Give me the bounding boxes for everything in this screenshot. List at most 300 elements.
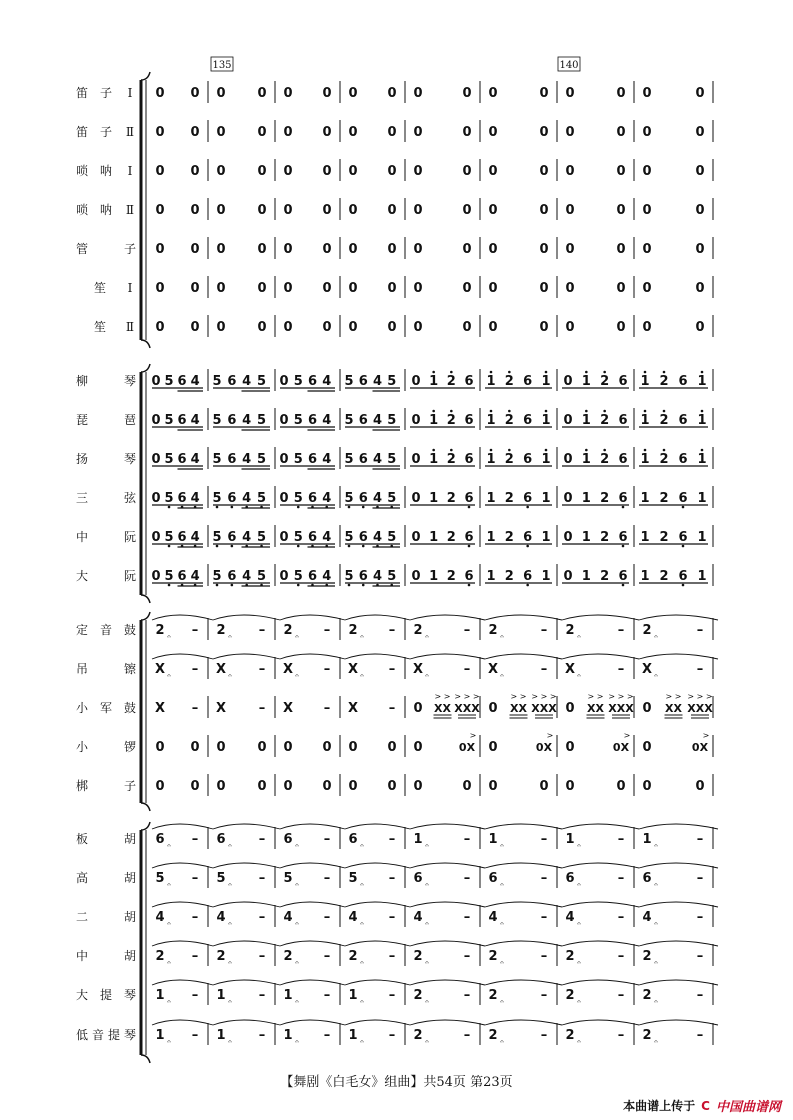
note: 6: [227, 491, 237, 506]
note: 0: [348, 779, 358, 794]
note: 0: [565, 164, 575, 179]
note: X: [641, 662, 653, 677]
note: 0: [539, 164, 549, 179]
site-name[interactable]: 中国曲谱网: [715, 1100, 781, 1115]
note: 2: [446, 491, 456, 506]
note: 5: [164, 413, 174, 428]
note: 6: [618, 413, 628, 428]
note: 0: [283, 740, 293, 755]
site-logo-icon: C: [701, 1098, 710, 1113]
note: 0: [387, 779, 397, 794]
tremolo-mark: 𝄐: [425, 672, 429, 680]
dash: –: [463, 949, 471, 964]
note: 0: [695, 125, 705, 140]
note: 4: [372, 452, 383, 467]
note: 4: [190, 530, 200, 545]
note: 0: [387, 164, 397, 179]
note: 6: [678, 413, 688, 428]
instrument-label: 高: [75, 871, 89, 885]
note: X: [282, 662, 294, 677]
dash: –: [388, 871, 396, 886]
tie-arc: [639, 654, 718, 659]
dash: –: [696, 988, 704, 1003]
note: 2: [446, 569, 456, 584]
note: 6: [307, 452, 318, 467]
tie-arc: [213, 824, 280, 829]
tremolo-mark: 𝄐: [500, 881, 504, 889]
note: 0: [322, 779, 332, 794]
note: 0: [190, 779, 200, 794]
note: 0: [695, 203, 705, 218]
instrument-label: 笛: [75, 86, 89, 100]
tie-arc: [345, 1020, 410, 1025]
note: 0: [151, 452, 161, 467]
note: 6: [618, 374, 628, 389]
note: 4: [372, 569, 383, 584]
note: 6: [227, 530, 237, 545]
octave-dot-above: [663, 410, 666, 413]
note: 1: [581, 569, 591, 584]
note: 0: [563, 530, 573, 545]
note: 0: [539, 86, 549, 101]
tremolo-mark: 𝄐: [228, 1038, 232, 1046]
note: 0: [462, 779, 472, 794]
tremolo-mark: 𝄐: [167, 633, 171, 641]
octave-dot-below: [526, 506, 529, 509]
note: 0: [616, 281, 626, 296]
note: 0: [565, 242, 575, 257]
dash: –: [191, 623, 199, 638]
tie-arc: [639, 1020, 718, 1025]
note: 2: [488, 1028, 498, 1043]
note: 0: [539, 779, 549, 794]
tremolo-mark: 𝄐: [425, 998, 429, 1006]
note: 0: [488, 242, 498, 257]
note: 4: [642, 910, 652, 925]
note: 0: [563, 413, 573, 428]
note: 4: [322, 491, 332, 506]
note: 6: [523, 530, 533, 545]
note: 6: [358, 374, 368, 389]
note: 0: [387, 242, 397, 257]
octave-dot-above: [432, 449, 435, 452]
note: 6: [227, 569, 237, 584]
tremolo-mark: 𝄐: [167, 1038, 171, 1046]
note: 2: [600, 491, 610, 506]
octave-dot-below: [682, 545, 685, 548]
note: 6: [678, 374, 688, 389]
instrument-label: 三: [75, 491, 89, 505]
instrument-label: 呐: [99, 203, 113, 217]
note: 0: [413, 86, 423, 101]
note: 0: [462, 86, 472, 101]
note: 0: [411, 569, 421, 584]
note: 0: [216, 125, 226, 140]
note: 0: [216, 779, 226, 794]
note: 0: [216, 281, 226, 296]
dash: –: [696, 949, 704, 964]
tie-arc: [213, 902, 280, 907]
note: 5: [387, 491, 397, 506]
note: 6: [464, 374, 474, 389]
dash: –: [540, 1028, 548, 1043]
note: 1: [486, 413, 496, 428]
note: 5: [387, 569, 397, 584]
octave-dot-above: [450, 410, 453, 413]
note: 2: [283, 949, 293, 964]
dash: –: [258, 910, 266, 925]
note: 0: [695, 281, 705, 296]
octave-dot-above: [508, 371, 511, 374]
tremolo-mark: 𝄐: [167, 959, 171, 967]
note: 0: [216, 320, 226, 335]
instrument-label: 扬: [75, 452, 89, 466]
note: 1: [429, 491, 439, 506]
tremolo-mark: 𝄐: [228, 920, 232, 928]
note: 5: [212, 413, 222, 428]
tremolo-mark: 𝄐: [577, 881, 581, 889]
note: 1: [581, 374, 591, 389]
note: 0: [190, 281, 200, 296]
note: 4: [372, 530, 383, 545]
note: 5: [293, 452, 303, 467]
instrument-label: 军: [99, 701, 113, 715]
note: 1: [429, 530, 439, 545]
note: 0: [155, 320, 165, 335]
note: 0: [283, 320, 293, 335]
note: 2: [283, 623, 293, 638]
note: 0: [155, 164, 165, 179]
note: 4: [242, 491, 252, 506]
tremolo-mark: 𝄐: [500, 672, 504, 680]
dash: –: [191, 832, 199, 847]
tie-arc: [213, 863, 280, 868]
note: 2: [600, 452, 610, 467]
note: 0: [257, 779, 267, 794]
note: 0: [462, 320, 472, 335]
instrument-label: 中: [75, 530, 89, 544]
dash: –: [540, 949, 548, 964]
note: 0X: [691, 741, 709, 754]
note: 2: [488, 988, 498, 1003]
note: 1: [697, 374, 707, 389]
dash: –: [323, 1028, 331, 1043]
octave-dot-above: [603, 449, 606, 452]
note: 2: [642, 1028, 652, 1043]
bracket-hook-bottom: [141, 340, 150, 348]
note: 1: [216, 1028, 226, 1043]
note: 0: [257, 125, 267, 140]
instrument-label: 子: [99, 86, 113, 100]
note: 0: [565, 320, 575, 335]
note: 5: [257, 530, 267, 545]
tremolo-mark: 𝄐: [425, 959, 429, 967]
note: 4: [413, 910, 423, 925]
note: 0: [348, 320, 358, 335]
note: XX: [434, 702, 451, 715]
note: 0: [616, 320, 626, 335]
tremolo-mark: 𝄐: [295, 1038, 299, 1046]
bracket-hook-bottom: [141, 1055, 150, 1063]
tremolo-mark: 𝄐: [577, 842, 581, 850]
note: 0: [322, 242, 332, 257]
instrument-label: 子: [123, 242, 137, 256]
note: X: [564, 662, 576, 677]
note: 4: [322, 413, 332, 428]
octave-dot-above: [603, 371, 606, 374]
tie-arc: [152, 980, 213, 985]
dash: –: [323, 871, 331, 886]
accent-mark: > > >: [687, 692, 713, 701]
note: 0: [411, 452, 421, 467]
instrument-label: 柳: [75, 374, 89, 388]
note: 0: [279, 413, 289, 428]
note: 1: [565, 832, 575, 847]
octave-dot-below: [216, 545, 219, 548]
note: 0: [616, 242, 626, 257]
bracket-hook-top: [141, 364, 150, 372]
octave-dot-above: [545, 371, 548, 374]
note: 0: [411, 413, 421, 428]
note: 5: [212, 452, 222, 467]
tie-arc: [280, 654, 345, 659]
note: 2: [642, 623, 652, 638]
note: 0: [279, 491, 289, 506]
note: 0: [565, 86, 575, 101]
note: 2: [659, 374, 669, 389]
bracket-hook-top: [141, 612, 150, 620]
tie-arc: [152, 1020, 213, 1025]
note: 0: [387, 740, 397, 755]
note: 4: [190, 452, 200, 467]
dash: –: [258, 949, 266, 964]
note: 4: [488, 910, 498, 925]
note: 0: [413, 242, 423, 257]
tie-arc: [485, 824, 562, 829]
octave-dot-above: [545, 449, 548, 452]
dash: –: [258, 871, 266, 886]
dash: –: [696, 662, 704, 677]
tie-arc: [345, 654, 410, 659]
note: 5: [344, 452, 354, 467]
note: X: [154, 662, 166, 677]
tie-arc: [213, 615, 280, 620]
tremolo-mark: 𝄐: [360, 842, 364, 850]
upload-credit: [623, 1096, 781, 1115]
dash: –: [323, 662, 331, 677]
tie-arc: [562, 941, 639, 946]
octave-dot-below: [216, 506, 219, 509]
tremolo-mark: 𝄐: [577, 998, 581, 1006]
instrument-label: Ⅰ: [127, 86, 133, 100]
bracket-hook-top: [141, 822, 150, 830]
note: 0X: [535, 741, 553, 754]
note: 0: [151, 491, 161, 506]
note: 0: [387, 203, 397, 218]
note: 0: [283, 125, 293, 140]
note: 1: [697, 413, 707, 428]
dash: –: [617, 871, 625, 886]
note: 0: [488, 125, 498, 140]
dash: –: [323, 988, 331, 1003]
note: 2: [504, 374, 514, 389]
dash: –: [388, 1028, 396, 1043]
instrument-label: 管: [75, 242, 89, 256]
note: 6: [227, 452, 237, 467]
dash: –: [696, 1028, 704, 1043]
dash: –: [191, 662, 199, 677]
note: 0: [411, 374, 421, 389]
dash: –: [540, 910, 548, 925]
accent-mark: > >: [510, 692, 527, 701]
octave-dot-below: [682, 584, 685, 587]
note: XX: [510, 702, 527, 715]
instrument-label: 胡: [123, 832, 137, 846]
note: 1: [697, 569, 707, 584]
note: 6: [464, 452, 474, 467]
note: 6: [307, 530, 318, 545]
instrument-label: 大: [75, 988, 89, 1002]
dash: –: [258, 662, 266, 677]
octave-dot-above: [490, 449, 493, 452]
octave-dot-above: [450, 371, 453, 374]
note: 2: [155, 623, 165, 638]
note: 5: [257, 374, 267, 389]
note: 0: [413, 164, 423, 179]
note: 0: [155, 740, 165, 755]
note: 4: [372, 374, 383, 389]
note: 0: [488, 203, 498, 218]
note: 0: [151, 569, 161, 584]
tie-arc: [410, 941, 485, 946]
tie-arc: [562, 902, 639, 907]
note: 1: [429, 452, 439, 467]
note: 5: [387, 530, 397, 545]
note: 0: [155, 86, 165, 101]
note: 1: [541, 413, 551, 428]
octave-dot-above: [603, 410, 606, 413]
note: 0: [190, 86, 200, 101]
note: 0: [387, 320, 397, 335]
dash: –: [191, 871, 199, 886]
tie-arc: [410, 980, 485, 985]
note: 2: [504, 491, 514, 506]
note: 4: [242, 530, 252, 545]
tremolo-mark: 𝄐: [228, 633, 232, 641]
note: 0: [565, 740, 575, 755]
tie-arc: [562, 980, 639, 985]
note: 2: [565, 623, 575, 638]
tie-arc: [152, 824, 213, 829]
tremolo-mark: 𝄐: [577, 920, 581, 928]
octave-dot-above: [490, 371, 493, 374]
octave-dot-above: [432, 371, 435, 374]
note: 6: [642, 871, 652, 886]
tremolo-mark: 𝄐: [654, 920, 658, 928]
tie-arc: [639, 615, 718, 620]
note: 1: [429, 413, 439, 428]
octave-dot-above: [701, 371, 704, 374]
octave-dot-above: [663, 371, 666, 374]
tremolo-mark: 𝄐: [425, 1038, 429, 1046]
note: 4: [190, 374, 200, 389]
note: 6: [307, 413, 318, 428]
tremolo-mark: 𝄐: [360, 920, 364, 928]
tremolo-mark: 𝄐: [654, 633, 658, 641]
note: 6: [216, 832, 226, 847]
tie-arc: [280, 941, 345, 946]
dash: –: [388, 623, 396, 638]
tremolo-mark: 𝄐: [167, 881, 171, 889]
note: 6: [678, 530, 688, 545]
tremolo-mark: 𝄐: [228, 672, 232, 680]
note: 4: [242, 569, 252, 584]
note: 0: [563, 374, 573, 389]
note: 5: [344, 491, 354, 506]
instrument-label: 胡: [123, 871, 137, 885]
tremolo-mark: 𝄐: [167, 920, 171, 928]
instrument-label: 二: [75, 910, 89, 924]
octave-dot-above: [585, 371, 588, 374]
octave-dot-below: [622, 584, 625, 587]
note: 4: [322, 569, 332, 584]
note: 0: [488, 164, 498, 179]
note: 1: [642, 832, 652, 847]
measure-number: 135: [212, 60, 232, 71]
note: 0: [348, 86, 358, 101]
note: 1: [697, 452, 707, 467]
tie-arc: [485, 654, 562, 659]
instrument-label: 大: [75, 569, 89, 583]
octave-dot-below: [362, 545, 365, 548]
dash: –: [323, 701, 331, 716]
note: 6: [358, 452, 368, 467]
note: 6: [618, 452, 628, 467]
note: 1: [486, 569, 496, 584]
note: 0: [216, 740, 226, 755]
note: 0: [462, 164, 472, 179]
tremolo-mark: 𝄐: [295, 633, 299, 641]
note: 0: [413, 125, 423, 140]
tie-arc: [485, 615, 562, 620]
note: 0: [257, 281, 267, 296]
octave-dot-below: [468, 545, 471, 548]
octave-dot-above: [432, 410, 435, 413]
tie-arc: [280, 615, 345, 620]
instrument-label: Ⅱ: [125, 125, 135, 139]
octave-dot-above: [585, 449, 588, 452]
note: 0: [257, 203, 267, 218]
tie-arc: [485, 1020, 562, 1025]
octave-dot-below: [168, 584, 171, 587]
note: 0X: [458, 741, 476, 754]
octave-dot-below: [348, 506, 351, 509]
note: 0: [283, 164, 293, 179]
instrument-label: 呐: [99, 164, 113, 178]
dash: –: [191, 988, 199, 1003]
note: 5: [164, 452, 174, 467]
note: 0: [488, 86, 498, 101]
dash: –: [540, 832, 548, 847]
dash: –: [388, 910, 396, 925]
tremolo-mark: 𝄐: [228, 842, 232, 850]
note: 0: [190, 125, 200, 140]
note: 5: [283, 871, 293, 886]
note: 4: [190, 413, 200, 428]
tremolo-mark: 𝄐: [577, 633, 581, 641]
accent-mark: > >: [665, 692, 682, 701]
note: 2: [413, 949, 423, 964]
